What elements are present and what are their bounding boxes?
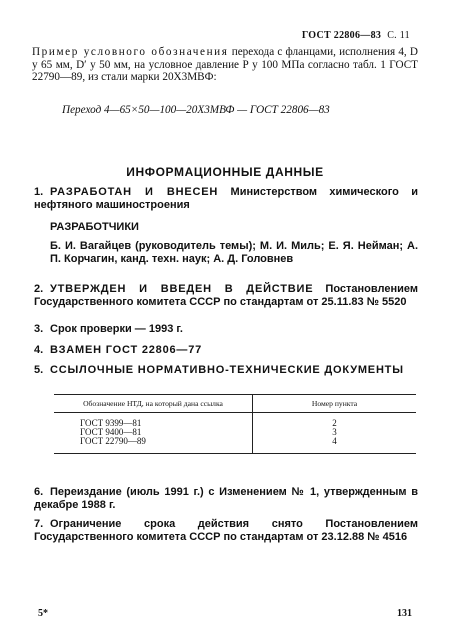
- example-body: перехода с фланцами, исполнения 4, D у 65 мм, D′ у 50 мм, на условное давление Р у 100 МПа согласно табл. 1 ГОСТ 22790—89, из стали марки 20Х3МВФ:: [32, 46, 418, 84]
- cell-document: ГОСТ 9400—81: [54, 428, 253, 437]
- developers-heading: РАЗРАБОТЧИКИ: [50, 221, 139, 233]
- cell-document: ГОСТ 22790—89: [54, 437, 253, 453]
- info-item-5: 5. ССЫЛОЧНЫЕ НОРМАТИВНО-ТЕХНИЧЕСКИЕ ДОКУМЕНТЫ: [34, 364, 404, 376]
- standard-number: ГОСТ 22806—83: [301, 30, 382, 41]
- info-item-6: 6. Переиздание (июль 1991 г.) с Изменением № 1, утвержденным в декабре 1988 г.: [34, 486, 418, 511]
- table-row: [54, 413, 416, 429]
- section-title: ИНФОРМАЦИОННЫЕ ДАННЫЕ: [126, 165, 324, 179]
- info-item-4: 4. ВЗАМЕН ГОСТ 22806—77: [34, 344, 203, 356]
- col-header-document: Обозначение НТД, на который дана ссылка: [54, 395, 253, 413]
- example-lead: Пример условного обозначения: [32, 46, 229, 58]
- reference-documents-table: [54, 394, 416, 454]
- designation-example: [32, 46, 418, 84]
- footer-signature-mark: 5*: [38, 608, 48, 619]
- table-header-row: [54, 395, 416, 413]
- info-item-1: 1. РАЗРАБОТАН И ВНЕСЕН Министерством химического и нефтяного машиностроения: [34, 186, 418, 211]
- developers-list: Б. И. Вагайцев (руководитель темы); М. И. Миль; Е. Я. Нейман; А. П. Корчагин, канд. техн. наук; А. Д. Головнев: [50, 240, 418, 265]
- page-number: С. 11: [387, 30, 410, 41]
- cell-clause: 4: [253, 437, 417, 453]
- info-item-7: 7. Ограничение срока действия снято Постановлением Государственного комитета СССР по стандартам от 23.12.88 № 4516: [34, 518, 418, 543]
- cell-clause: 3: [332, 427, 337, 438]
- footer-page-number: 131: [397, 608, 412, 619]
- page-header: [302, 30, 410, 41]
- cell-clause: 2: [332, 418, 337, 428]
- info-item-3: 3. Срок проверки — 1993 г.: [34, 323, 183, 335]
- cell-document: ГОСТ 9399—81: [54, 413, 253, 429]
- designation-formula: Переход 4—65×50—100—20Х3МВФ — ГОСТ 22806—83: [62, 104, 330, 116]
- table-row: [54, 437, 416, 453]
- info-item-2: 2. УТВЕРЖДЕН И ВВЕДЕН В ДЕЙСТВИЕ Постановлением Государственного комитета СССР по стандартам от 25.11.83 № 5520: [34, 283, 418, 308]
- col-header-clause: Номер пункта: [253, 395, 417, 413]
